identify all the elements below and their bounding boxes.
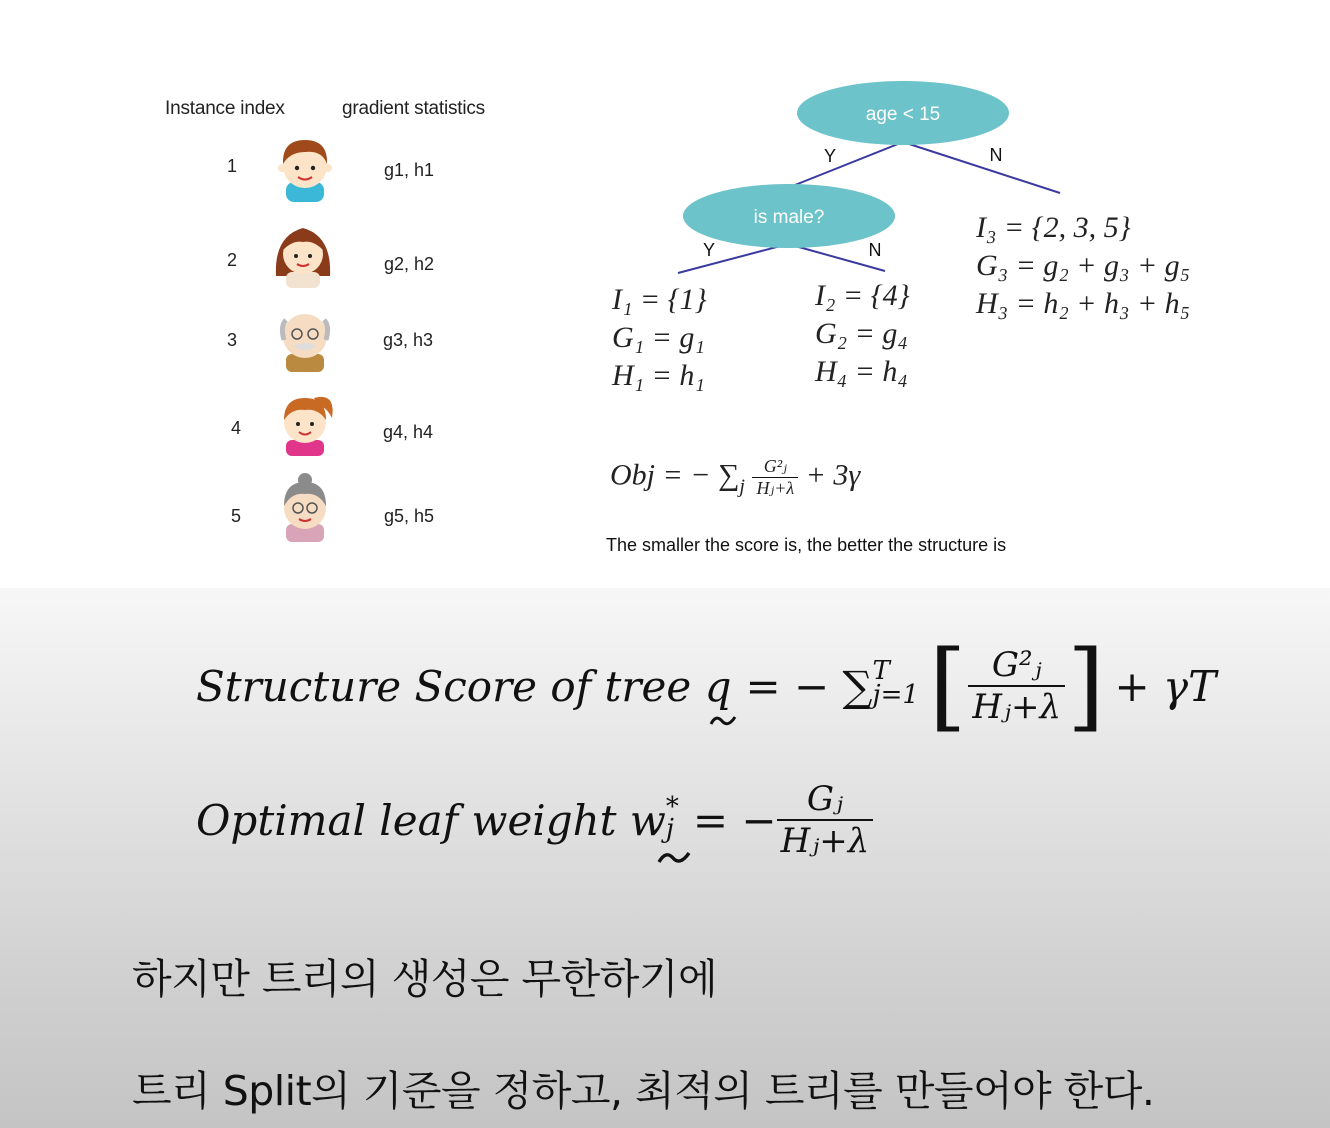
header-instance-index: Instance index xyxy=(165,98,285,119)
structure-sum-limits xyxy=(872,656,919,710)
objective-denominator: Hⱼ+λ xyxy=(756,478,795,498)
optimal-weight-denominator: Hⱼ+λ xyxy=(780,821,870,861)
weight-indices xyxy=(665,792,679,844)
leaf-3-H: H₃ = h₂ + h₃ + h₅ xyxy=(976,287,1191,320)
structure-score-lhs: Structure Score of tree q xyxy=(196,661,732,711)
edge-child-yes xyxy=(678,244,788,273)
objective-formula xyxy=(610,456,860,499)
leaf-1 xyxy=(612,281,707,395)
header-gradient-statistics: gradient statistics xyxy=(342,98,485,119)
root-node-label: age < 15 xyxy=(865,104,941,125)
korean-line-2: 트리 Split의 기준을 정하고, 최적의 트리를 만들어야 한다. xyxy=(132,1067,1155,1115)
optimal-weight-fraction xyxy=(777,779,874,861)
grad-stat-4: g4, h4 xyxy=(383,422,434,442)
leaf-2-G: G₂ = g₄ xyxy=(815,317,908,350)
optimal-weight-formula xyxy=(196,770,873,870)
root-yes-label: Y xyxy=(823,146,837,166)
structure-sum-sup: T xyxy=(872,656,890,686)
child-node-label: is male? xyxy=(753,207,825,228)
objective-note: The smaller the score is, the better the structure is xyxy=(606,535,1007,555)
leaf-2-set: I₂ = {4} xyxy=(815,279,910,312)
optimal-weight-eq: = − xyxy=(692,795,777,845)
grad-stat-1: g1, h1 xyxy=(384,160,435,180)
grad-stat-5: g5, h5 xyxy=(384,506,435,526)
optimal-weight-numerator: Gⱼ xyxy=(777,779,874,821)
leaf-1-H: H₁ = h₁ xyxy=(612,359,705,392)
edge-root-yes xyxy=(790,142,903,187)
instance-index-3: 3 xyxy=(226,330,237,350)
grad-stat-2: g2, h2 xyxy=(384,254,435,274)
grad-stat-3: g3, h3 xyxy=(383,330,434,350)
objective-sub: j xyxy=(739,475,745,498)
instance-index-2: 2 xyxy=(226,250,237,270)
weight-sup: * xyxy=(665,792,679,822)
child-yes-label: Y xyxy=(702,240,716,260)
weight-sub: j xyxy=(665,814,674,844)
leaf-2 xyxy=(815,277,910,391)
instance-index-4: 4 xyxy=(230,418,241,438)
instance-index-1: 1 xyxy=(226,156,237,176)
objective-lhs: Obj = − ∑ xyxy=(610,458,740,492)
optimal-weight-lhs: Optimal leaf weight w xyxy=(196,795,666,845)
child-no-label: N xyxy=(868,240,882,260)
korean-line-1: 하지만 트리의 생성은 무한하기에 xyxy=(132,955,718,1003)
leaf-3-G: G₃ = g₂ + g₃ + g₅ xyxy=(976,249,1191,282)
root-no-label: N xyxy=(989,145,1003,165)
objective-numerator: G²ⱼ xyxy=(752,456,798,478)
leaf-2-H: H₄ = h₄ xyxy=(815,355,908,388)
objective-fraction xyxy=(752,456,798,499)
instance-index-5: 5 xyxy=(230,506,241,526)
structure-score-formula: Structure Score of tree q = − ∑ T j=1 [ $\frac{\text{G²ⱼ}}{\text{Hⱼ+λ}}$ ] + γT xyxy=(196,630,1217,742)
structure-score-numerator: G²ⱼ xyxy=(968,645,1065,687)
structure-score-fraction xyxy=(968,645,1065,727)
leaf-1-G: G₁ = g₁ xyxy=(612,321,705,354)
objective-tail: + 3γ xyxy=(805,458,861,492)
tilde-mark-q xyxy=(708,712,738,728)
structure-sum-sub: j=1 xyxy=(872,680,919,710)
leaf-1-set: I₁ = {1} xyxy=(612,283,707,316)
edge-root-no xyxy=(903,142,1060,193)
structure-score-denominator: Hⱼ+λ xyxy=(972,687,1062,727)
leaf-3-set: I₃ = {2, 3, 5} xyxy=(976,211,1131,244)
structure-score-eq: = − ∑ xyxy=(745,661,873,711)
leaf-3 xyxy=(976,209,1190,323)
structure-score-tail: + γT xyxy=(1114,661,1217,711)
tilde-mark-w xyxy=(656,848,692,866)
